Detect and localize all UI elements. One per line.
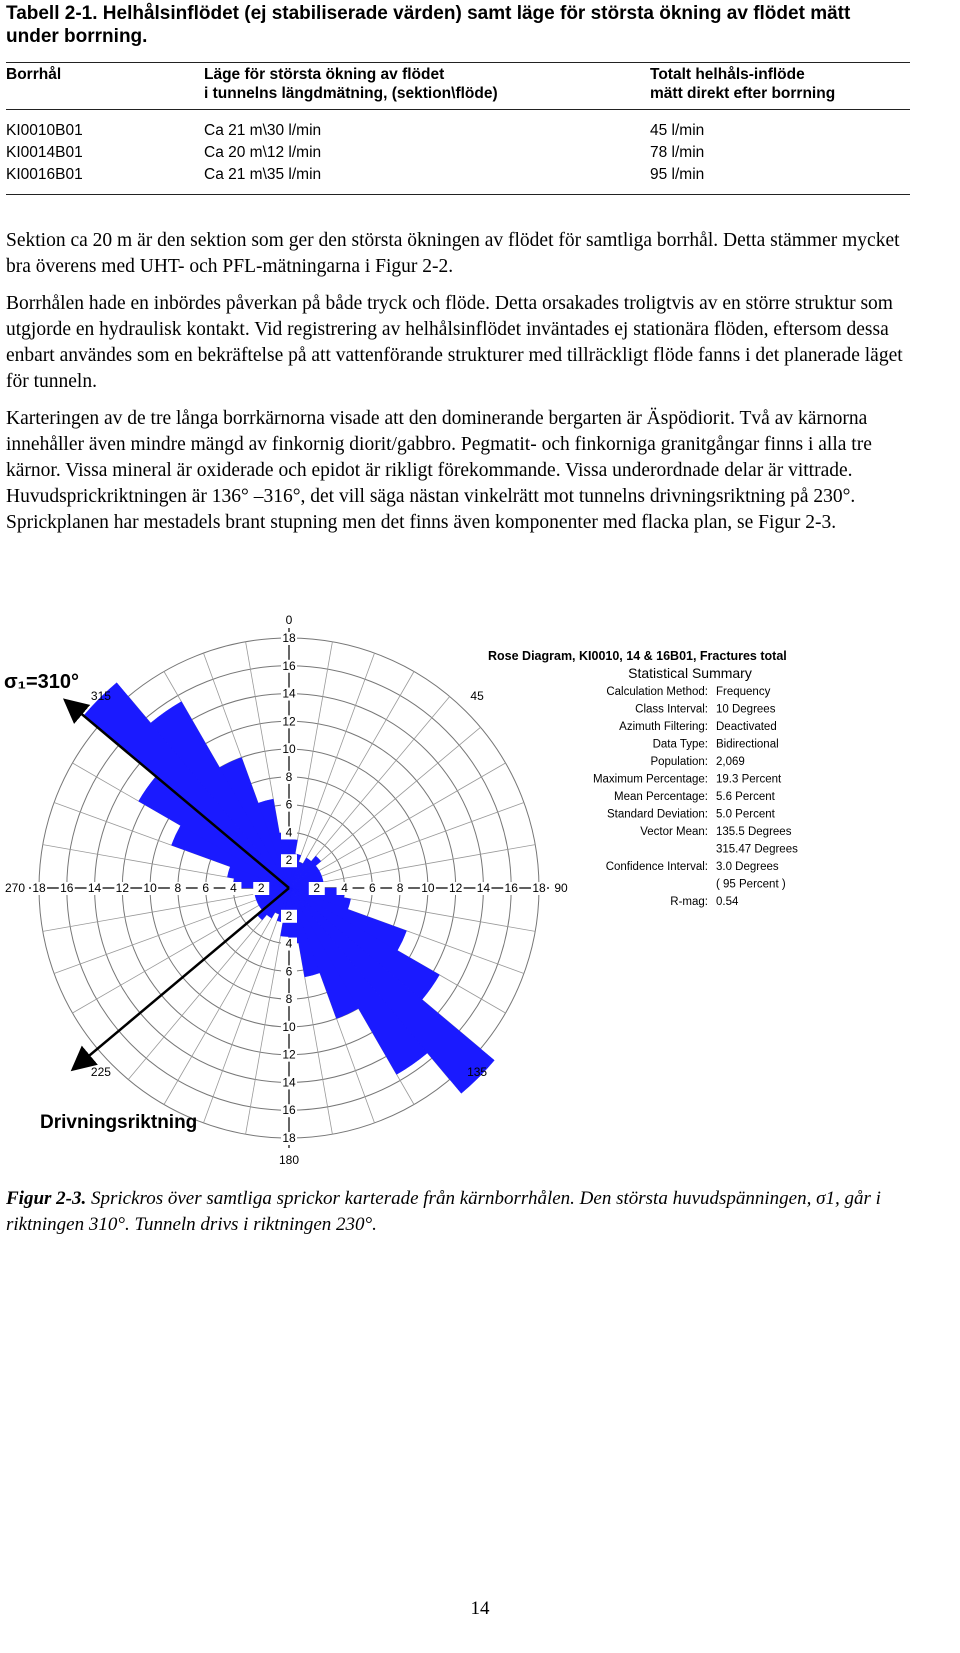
tick-label: 4 (285, 936, 293, 951)
tick-label: 16 (282, 658, 296, 673)
tick-label: 6 (368, 881, 376, 895)
page-number: 14 (470, 1598, 490, 1619)
summary-label: Vector Mean: (640, 826, 708, 838)
table-row (6, 164, 910, 195)
table-caption: Tabell 2-1. Helhålsinflödet (ej stabiliserade värden) samt läge för största ökning av flödet mätt under borrning. (6, 3, 851, 47)
tick-label: 4 (230, 881, 237, 895)
summary-label: Azimuth Filtering: (619, 721, 708, 733)
header-lage: Läge för största ökning av flödet i tunnelns längdmätning, (sektion\flöde) (204, 66, 498, 102)
summary-value: 0.54 (716, 896, 739, 908)
compass-label-south: 180 (278, 1153, 300, 1167)
tick-label: 12 (282, 714, 296, 729)
summary-value: 315.47 Degrees (716, 843, 798, 856)
summary-label: Standard Deviation: (606, 808, 708, 821)
tick-label: 8 (396, 881, 404, 895)
tick-label: 14 (282, 686, 296, 701)
tick-label: 12 (282, 1047, 296, 1062)
summary-label: Mean Percentage: (614, 791, 708, 803)
tick-label: 14 (282, 1075, 296, 1090)
compass-label-135: 135 (467, 1065, 488, 1080)
rose-diagram-figure (0, 610, 960, 1180)
figure-caption-text: Sprickros över samtliga sprickor karterade från kärnborrhålen. Den största huvudspänningen, σ1, går i riktningen 310°. Tunneln drivs i riktningen 230°. (6, 1188, 881, 1235)
summary-value: 19.3 Percent (716, 773, 782, 786)
summary-value: 5.0 Percent (716, 808, 775, 821)
compass-label-315: 315 (90, 688, 111, 703)
summary-value: 2,069 (716, 756, 745, 768)
compass-label-north: 0 (285, 613, 293, 627)
summary-value: Bidirectional (716, 738, 779, 751)
summary-label: Class Interval: (635, 703, 708, 716)
table-header-row (6, 63, 910, 110)
tick-label: 18 (282, 631, 296, 645)
tick-label: 4 (285, 825, 293, 840)
paragraph: Borrhålen hade en inbördes påverkan på både tryck och flöde. Detta orsakades troligtvis av en större struktur som utgjorde en hydraulisk kontakt. Vid registrering av helhålsinflödet inväntades ej stationära flöden, eftersom dessa enbart användes som en bekräftelse på att vattenförande strukturer med tillräckligt flöde fanns i det planerade läget för tunneln. (6, 293, 903, 392)
table-cell: 95 l/min (650, 166, 705, 183)
tick-label: 6 (202, 881, 210, 895)
summary-title: Statistical Summary (628, 665, 752, 681)
table-cell: Ca 20 m\12 l/min (204, 144, 322, 161)
tick-label: 12 (448, 881, 463, 895)
summary-label: Calculation Method: (606, 686, 708, 698)
tick-label: 2 (257, 881, 265, 895)
summary-value: 5.6 Percent (716, 791, 775, 803)
compass-label-45: 45 (470, 688, 484, 703)
figure-caption (6, 1186, 916, 1238)
table-row (6, 110, 910, 143)
tick-label: 18 (32, 881, 46, 895)
summary-value: ( 95 Percent ) (716, 878, 786, 891)
tick-label: 12 (115, 881, 130, 895)
tick-label: 14 (87, 881, 102, 895)
tick-label: 6 (285, 964, 293, 979)
table-cell: 78 l/min (650, 144, 705, 161)
tick-label: 6 (285, 797, 293, 812)
compass-label-west: 270 (4, 881, 26, 895)
header-inflode: Totalt helhåls-inflöde mätt direkt efter borrning (650, 66, 836, 102)
tick-label: 4 (341, 881, 348, 895)
tick-label: 2 (285, 908, 293, 923)
summary-value: 135.5 Degrees (716, 826, 792, 838)
table-row (6, 142, 910, 164)
tick-label: 2 (285, 853, 293, 868)
summary-value: Deactivated (716, 721, 777, 733)
header-borrhal: Borrhål (6, 66, 62, 83)
summary-label: R-mag: (670, 896, 708, 908)
tick-label: 10 (282, 742, 296, 757)
summary-label: Population: (650, 756, 708, 768)
table-cell: 45 l/min (650, 122, 705, 139)
rose-diagram (0, 610, 960, 1180)
tick-label: 8 (285, 769, 293, 784)
table-cell: KI0016B01 (6, 166, 83, 183)
flow-table (6, 62, 910, 195)
summary-value: Frequency (716, 686, 771, 698)
table-cell: KI0010B01 (6, 122, 83, 139)
tick-label: 14 (476, 881, 491, 895)
tick-label: 16 (60, 881, 74, 895)
summary-value: 3.0 Degrees (716, 861, 779, 873)
tick-label: 18 (532, 881, 546, 895)
tick-label: 8 (174, 881, 182, 895)
tick-label: 16 (282, 1103, 296, 1118)
summary-value: 10 Degrees (716, 703, 776, 716)
table-cell: Ca 21 m\30 l/min (204, 122, 322, 139)
tick-label: 10 (421, 881, 435, 895)
body-text (6, 228, 921, 547)
rose-diagram-title: Rose Diagram, KI0010, 14 & 16B01, Fractures total (488, 649, 787, 663)
table-cell: Ca 21 m\35 l/min (204, 166, 322, 183)
tick-label: 16 (504, 881, 518, 895)
compass-label-225: 225 (90, 1065, 111, 1080)
summary-label: Confidence Interval: (605, 861, 708, 873)
table-cell: KI0014B01 (6, 144, 83, 161)
tick-label: 10 (143, 881, 157, 895)
paragraph: Karteringen av de tre långa borrkärnorna visade att den dominerande bergarten är Äspödiorit. Två av kärnorna innehåller även mindre mängd av finkornig diorit/gabbro. Pegmatit- och finkorniga granitgångar finns i alla tre kärnor. Vissa mineral är oxiderade och epidot är rikligt förekommande. Vissa underordnade delar är vittrade. Huvudsprickriktningen är 136° –316°, det vill säga nästan vinkelrätt mot tunnelns drivningsriktning på 230°. Sprickplanen har mestadels brant stupning men det finns även komponenter med flacka plan, se Figur 2-3. (6, 408, 872, 533)
tick-label: 18 (282, 1131, 296, 1145)
tick-label: 10 (282, 1019, 296, 1034)
summary-label: Maximum Percentage: (592, 773, 708, 786)
sigma1-label: σ₁=310° (4, 671, 79, 693)
paragraph: Sektion ca 20 m är den sektion som ger den största ökningen av flödet för samtliga borrhål. Detta stämmer mycket bra överens med UHT- och PFL-mätningarna i Figur 2-2. (6, 230, 900, 277)
tick-label: 2 (313, 881, 321, 895)
figure-caption-label: Figur 2-3. (6, 1188, 87, 1209)
tick-label: 8 (285, 992, 293, 1007)
summary-label: Data Type: (652, 738, 708, 751)
drive-arrow (75, 888, 290, 1068)
compass-label-east: 90 (554, 881, 568, 895)
drive-label: Drivningsriktning (40, 1112, 198, 1133)
